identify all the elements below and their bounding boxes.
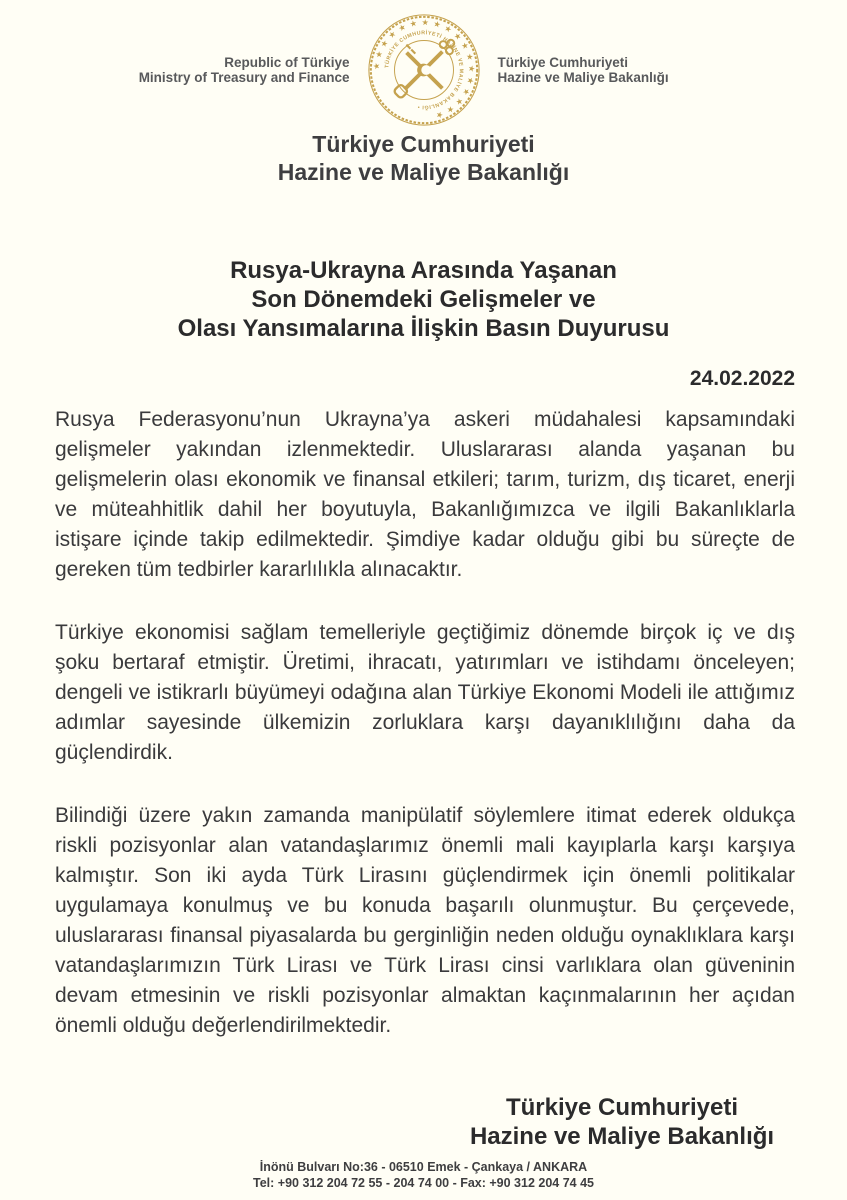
org-title-line2: Hazine ve Maliye Bakanlığı bbox=[277, 159, 570, 185]
org-title-line1: Türkiye Cumhuriyeti bbox=[312, 131, 535, 157]
press-release-title-line2: Son Dönemdeki Gelişmeler ve bbox=[251, 286, 596, 313]
letterhead-english-line1: Republic of Türkiye bbox=[224, 54, 350, 70]
letterhead-turkish bbox=[498, 55, 790, 86]
letterhead-english bbox=[58, 55, 350, 86]
paragraph-1: Rusya Federasyonu’nun Ukrayna’ya askeri müdahalesi kapsamındaki gelişmeler yakından izlenmektedir. Uluslararası alanda yaşanan bu gelişmelerin olası ekonomik ve finansal etkileri; tarım, turizm, dış ticaret, enerji ve müteahhitlik dahil her boyutuyla, Bakanlığımızca ve ilgili Bakanlıklarla istişare içinde takip edilmektedir. Şimdiye kadar olduğu gibi bu süreçte de gereken tüm tedbirler kararlılıkla alınacaktır. bbox=[55, 408, 795, 581]
letterhead-turkish-line2: Hazine ve Maliye Bakanlığı bbox=[497, 70, 669, 85]
press-release-body bbox=[55, 405, 795, 1041]
document-date: 24.02.2022 bbox=[689, 367, 795, 390]
letterhead bbox=[0, 0, 847, 128]
footer-contact: Tel: +90 312 204 72 55 - 204 74 00 - Fax: +90 312 204 74 45 bbox=[253, 1175, 594, 1190]
seal-circular-text: TÜRKİYE CUMHURİYETİ HAZİNE VE MALİYE BAKANLIĞI • bbox=[383, 30, 464, 110]
letterhead-turkish-line1: Türkiye Cumhuriyeti bbox=[497, 54, 629, 70]
signature-block bbox=[447, 1093, 797, 1151]
footer-address: İnönü Bulvarı No:36 - 06510 Emek - Çankaya / ANKARA bbox=[259, 1160, 588, 1174]
ministry-seal-icon bbox=[366, 12, 482, 128]
press-release-title-line3: Olası Yansımalarına İlişkin Basın Duyurusu bbox=[177, 315, 670, 342]
signature-line2: Hazine ve Maliye Bakanlığı bbox=[469, 1123, 775, 1150]
letterhead-english-line2: Ministry of Treasury and Finance bbox=[138, 70, 350, 85]
signature-line1: Türkiye Cumhuriyeti bbox=[505, 1094, 739, 1121]
press-release-title-line1: Rusya-Ukrayna Arasında Yaşanan bbox=[230, 257, 617, 284]
paragraph-3: Bilindiği üzere yakın zamanda manipülatif söylemlere itimat ederek oldukça riskli pozisyonlar alan vatandaşlarımız önemli mali kayıplarla karşı karşıya kalmıştır. Son iki ayda Türk Lirasını güçlendirmek için önemli politikalar uygulamaya konulmuş ve bu konuda başarılı olunmuştur. Bu çerçevede, uluslararası finansal piyasalarda bu gerginliğin neden olduğu oynaklıklara karşı vatandaşlarımızın Türk Lirası ve Türk Lirası cinsi varlıklara olan güveninin devam etmesinin ve riskli pozisyonlar almaktan kaçınmalarının her açıdan önemli olduğu değerlendirilmektedir. bbox=[55, 804, 795, 1037]
org-title bbox=[0, 130, 847, 186]
press-release-title bbox=[0, 256, 847, 343]
paragraph-2: Türkiye ekonomisi sağlam temelleriyle geçtiğimiz dönemde birçok iç ve dış şoku bertaraf etmiştir. Üretimi, ihracatı, yatırımları ve istihdamı önceleyen; dengeli ve istikrarlı büyümeyi odağına alan Türkiye Ekonomi Modeli ile attığımız adımlar sayesinde ülkemizin zorluklara karşı dayanıklılığını daha da güçlendirdik. bbox=[55, 621, 795, 764]
seal-star-ring: ★ ★ ★ ★ ★ ★ ★ ★ ★ ★ ★ ★ ★ ★ ★ ★ ★ ★ bbox=[371, 17, 476, 122]
footer bbox=[0, 1160, 847, 1191]
